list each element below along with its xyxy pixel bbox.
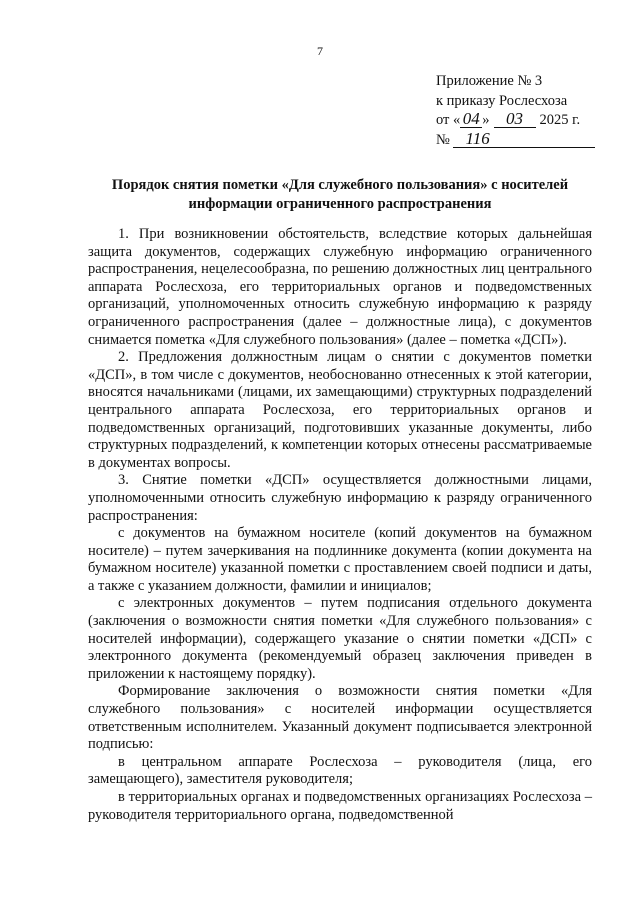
date-prefix: от « — [436, 112, 461, 128]
date-day-handwritten: 04 — [460, 111, 482, 128]
date-mid: » — [482, 112, 490, 128]
page-number: 7 — [317, 44, 323, 58]
paragraph-paper-documents: с документов на бумажном носителе (копий документов на бумажном носителе) – путем зачеркивания на подлиннике документа (копии документа на бумажном носителе) указанной пометки с проставлением своей подписи и даты, а также с указанием должности, фамилии и инициалов; — [88, 525, 592, 594]
number-handwritten: 116 — [453, 131, 595, 148]
document-body — [88, 226, 592, 824]
paragraph-conclusion: Формирование заключения о возможности снятия пометки «Для служебного пользования» с носителей информации осуществляется ответственным исполнителем. Указанный документ подписывается электронной подписью: — [88, 683, 592, 753]
paragraph-2: 2. Предложения должностным лицам о снятии с документов пометки «ДСП», в том числе с документов, необоснованно отнесенных к этой категории, вносятся начальниками (лицами, их замещающими) структурных подразделений центрального аппарата Рослесхоза, его территориальных органов и подведомственных организаций, подготовивших указанные документы, либо структурных подразделений, к компетенции которых отнесены рассматриваемые в документах вопросы. — [88, 349, 592, 471]
order-date — [436, 111, 616, 131]
paragraph-1: 1. При возникновении обстоятельств, вследствие которых дальнейшая защита документов, содержащих служебную информацию ограниченного распространения, нецелесообразна, по решению должностных лиц центрального аппарата Рослесхоза, его территориальных органов и подведомственных организаций, уполномоченных относить служебную информацию к разряду ограниченного распространения (далее – должностные лица), с документов снимается пометка «Для служебного пользования» (далее – пометка «ДСП»). — [88, 226, 592, 348]
number-prefix: № — [436, 131, 450, 148]
paragraph-central-office: в центральном аппарате Рослесхоза – руководителя (лица, его замещающего), заместителя руководителя; — [88, 753, 592, 788]
paragraph-electronic-documents: с электронных документов – путем подписания отдельного документа (заключения о возможности снятия пометки «Для служебного пользования» с носителей информации), содержащего указание о снятии пометки «ДСП» с электронного документа (рекомендуемый образец заключения приведен в приложении к настоящему порядку). — [88, 595, 592, 682]
appendix-title: Приложение № 3 — [436, 73, 543, 89]
date-year: 2025 г. — [539, 112, 581, 128]
order-number — [436, 128, 616, 151]
order-reference: к приказу Рослесхоза — [436, 92, 568, 109]
appendix-block — [436, 72, 616, 150]
paragraph-3: 3. Снятие пометки «ДСП» осуществляется должностными лицами, уполномоченными относить служебную информацию к разряду ограниченного распространения: — [88, 472, 592, 524]
date-month-handwritten: 03 — [494, 111, 536, 128]
document-title: Порядок снятия пометки «Для служебного пользования» с носителей информации ограниченного распространения — [111, 177, 569, 212]
paragraph-territorial-bodies: в территориальных органах и подведомственных организациях Рослесхоза – руководителя территориального органа, подведомственной — [88, 789, 592, 823]
